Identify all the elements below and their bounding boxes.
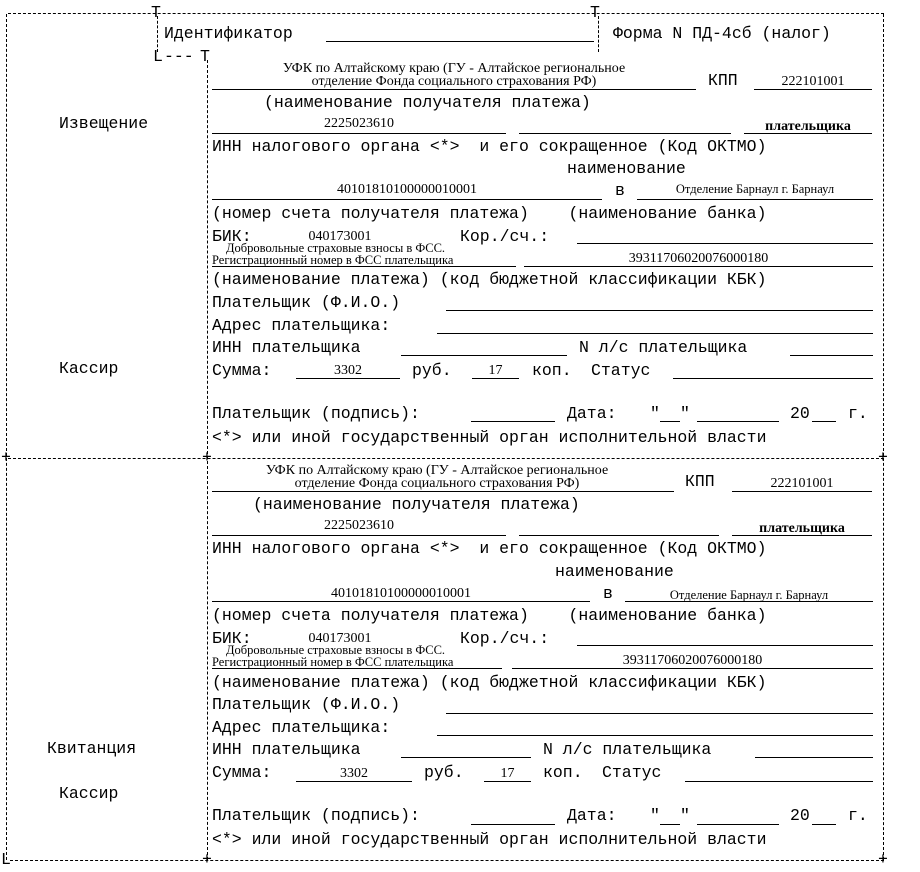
r-inn-caption: ИНН налогового органа <*> и его сокращенное (Код ОКТМО) [212,539,767,558]
status-label: Статус [591,361,651,380]
sum-label: Сумма: [212,361,272,380]
kor-field[interactable] [577,243,873,244]
sum-kop-field [472,378,519,379]
sum-kop-value[interactable]: 17 [488,363,503,378]
frame-ident-right [598,16,599,52]
date-quote-open: " [650,404,660,423]
footnote: <*> или иной государственный орган исполнительной власти [212,428,767,447]
kor-label: Кор./сч.: [460,227,550,246]
tax-org-name-field[interactable] [519,133,731,134]
frame-top-line [8,13,884,14]
year-suffix: г. [848,404,868,423]
r-bik-label: БИК: [212,629,252,648]
r-year-prefix: 20 [790,806,810,825]
r-oktmo-value[interactable]: плательщика [759,521,845,536]
signature-field[interactable] [471,421,555,422]
frame-left-line [6,14,7,860]
sum-rub-value[interactable]: 3302 [334,363,362,378]
payer-field[interactable] [446,310,873,311]
r-account-field [212,601,590,602]
r-rub-label: руб. [424,763,464,782]
frame-bottom-corner: L [1,850,11,869]
frame-bottom-plus-right: + [878,850,888,869]
frame-middle-plus-right: + [878,448,888,467]
r-bank-value[interactable]: Отделение Барнаул г. Барнаул [669,588,829,602]
r-payer-inn-field[interactable] [401,757,531,758]
r-kbk-value[interactable]: 39311706020076000180 [622,653,763,668]
r-payer-label: Плательщик (Ф.И.О.) [212,695,401,714]
r-date-quote-close: " [680,806,690,825]
frame-middle-plus-left: + [1,448,11,467]
cashier-bottom-label: Кассир [59,784,119,803]
frame-top-t1: T [151,3,161,22]
r-payer-field[interactable] [446,713,873,714]
purpose-caption: (наименование платежа) (код бюджетной классификации КБК) [212,270,767,289]
kpp-value[interactable]: 222101001 [781,74,845,89]
r-account-value[interactable]: 40101810100000010001 [331,586,471,601]
bank-field [637,199,873,200]
address-field[interactable] [437,333,873,334]
signature-label: Плательщик (подпись): [212,404,420,423]
r-kbk-field [512,668,873,669]
kbk-value[interactable]: 39311706020076000180 [628,251,769,266]
r-account-caption: (номер счета получателя платежа) (наименование банка) [212,606,767,625]
kop-label: коп. [532,361,572,380]
r-status-label: Статус [602,763,662,782]
purpose-line2: Регистрационный номер в ФСС плательщика [212,253,454,267]
status-field[interactable] [673,378,873,379]
r-bank-field [625,601,873,602]
frame-bottom-line [10,860,884,861]
account-field [212,199,602,200]
r-inn-field [212,535,506,536]
inn-value[interactable]: 2225023610 [324,116,394,131]
r-sum-kop-field [484,781,531,782]
payer-inn-field[interactable] [401,355,567,356]
frame-top-t2: T [590,3,600,22]
r-kpp-field [732,491,872,492]
r-payer-inn-label: ИНН плательщика [212,740,361,759]
date-day-field[interactable] [660,421,680,422]
address-label: Адрес плательщика: [212,316,391,335]
r-oktmo-field [732,535,872,536]
r-recipient-caption: (наименование получателя платежа) [253,495,580,514]
frame-l-dash: --- [164,47,194,66]
r-year-suffix: г. [848,806,868,825]
recipient-name-line2: отделение Фонда социального страхования РФ) [311,74,597,89]
r-footnote: <*> или иной государственный орган исполнительной власти [212,830,767,849]
r-bank-in-label: в [603,584,613,603]
oktmo-field [744,133,872,134]
r-account-no-field[interactable] [755,757,873,758]
r-inn-value[interactable]: 2225023610 [324,518,394,533]
kpp-field [754,89,872,90]
r-purpose-field[interactable] [212,668,502,669]
purpose-field[interactable] [212,266,516,267]
r-date-quote-open: " [650,806,660,825]
r-signature-label: Плательщик (подпись): [212,806,420,825]
kbk-field [524,266,873,267]
r-date-month-field[interactable] [697,824,779,825]
bank-in-label: в [615,181,625,200]
r-recipient-name-line2: отделение Фонда социального страхования РФ) [294,476,580,491]
identifier-label: Идентификатор [164,24,293,43]
r-kpp-value[interactable]: 222101001 [770,476,834,491]
r-date-day-field[interactable] [660,824,680,825]
frame-l-corner: L [153,47,163,66]
kpp-label: КПП [708,71,738,90]
recipient-name-field[interactable] [212,89,696,90]
r-sum-kop-value[interactable]: 17 [500,766,515,781]
inn-caption: ИНН налогового органа <*> и его сокращенное (Код ОКТМО) [212,137,767,156]
rub-label: руб. [412,361,452,380]
date-month-field[interactable] [697,421,779,422]
cashier-top-label: Кассир [59,359,119,378]
bank-value[interactable]: Отделение Барнаул г. Барнаул [675,182,835,196]
recipient-name-line1: УФК по Алтайскому краю (ГУ - Алтайское региональное [282,61,626,76]
r-inn-caption-b: наименование [555,562,674,581]
r-sum-rub-value[interactable]: 3302 [340,766,368,781]
r-signature-field[interactable] [471,824,555,825]
account-value[interactable]: 40101810100000010001 [337,182,477,197]
r-year-field[interactable] [812,824,836,825]
purpose-line1: Добровольные страховые взносы в ФСС. [226,241,446,255]
r-kpp-label: КПП [685,472,715,491]
r-address-label: Адрес плательщика: [212,718,391,737]
recipient-caption: (наименование получателя платежа) [264,93,591,112]
account-no-field[interactable] [790,355,873,356]
r-kop-label: коп. [543,763,583,782]
r-recipient-name-line1: УФК по Алтайскому краю (ГУ - Алтайское региональное [265,463,609,478]
r-sum-label: Сумма: [212,763,272,782]
sum-rub-field [296,378,400,379]
bik-label: БИК: [212,227,252,246]
frame-bottom-plus: + [202,850,212,869]
form-label: Форма N ПД-4сб (налог) [613,24,831,43]
oktmo-value[interactable]: плательщика [765,119,851,134]
r-address-field[interactable] [437,735,873,736]
account-caption: (номер счета получателя платежа) (наименование банка) [212,204,767,223]
notice-label: Извещение [59,114,149,133]
r-bik-value[interactable]: 040173001 [308,631,372,646]
date-quote-close: " [680,404,690,423]
inn-field [212,133,506,134]
r-purpose-caption: (наименование платежа) (код бюджетной классификации КБК) [212,673,767,692]
r-purpose-line1: Добровольные страховые взносы в ФСС. [226,643,446,657]
r-purpose-line2: Регистрационный номер в ФСС плательщика [212,655,454,669]
bik-value[interactable]: 040173001 [308,229,372,244]
year-field[interactable] [812,421,836,422]
r-account-no-label: N л/с плательщика [543,740,712,759]
frame-middle-line [8,458,884,459]
payer-inn-label: ИНН плательщика [212,338,361,357]
r-date-label: Дата: [567,806,617,825]
r-kor-field[interactable] [577,645,873,646]
inn-caption-b: наименование [567,159,686,178]
frame-middle-plus-center: + [202,448,212,467]
r-recipient-name-field[interactable] [212,491,674,492]
r-sum-rub-field [296,781,412,782]
account-no-label: N л/с плательщика [579,338,748,357]
year-prefix: 20 [790,404,810,423]
frame-right-line [883,14,884,860]
identifier-field[interactable] [326,41,594,42]
r-tax-org-name-field[interactable] [519,535,719,536]
r-status-field[interactable] [685,781,873,782]
r-kor-label: Кор./сч.: [460,629,550,648]
payer-label: Плательщик (Ф.И.О.) [212,293,401,312]
receipt-label: Квитанция [47,739,137,758]
frame-t-corner: T [200,47,210,66]
date-label: Дата: [567,404,617,423]
